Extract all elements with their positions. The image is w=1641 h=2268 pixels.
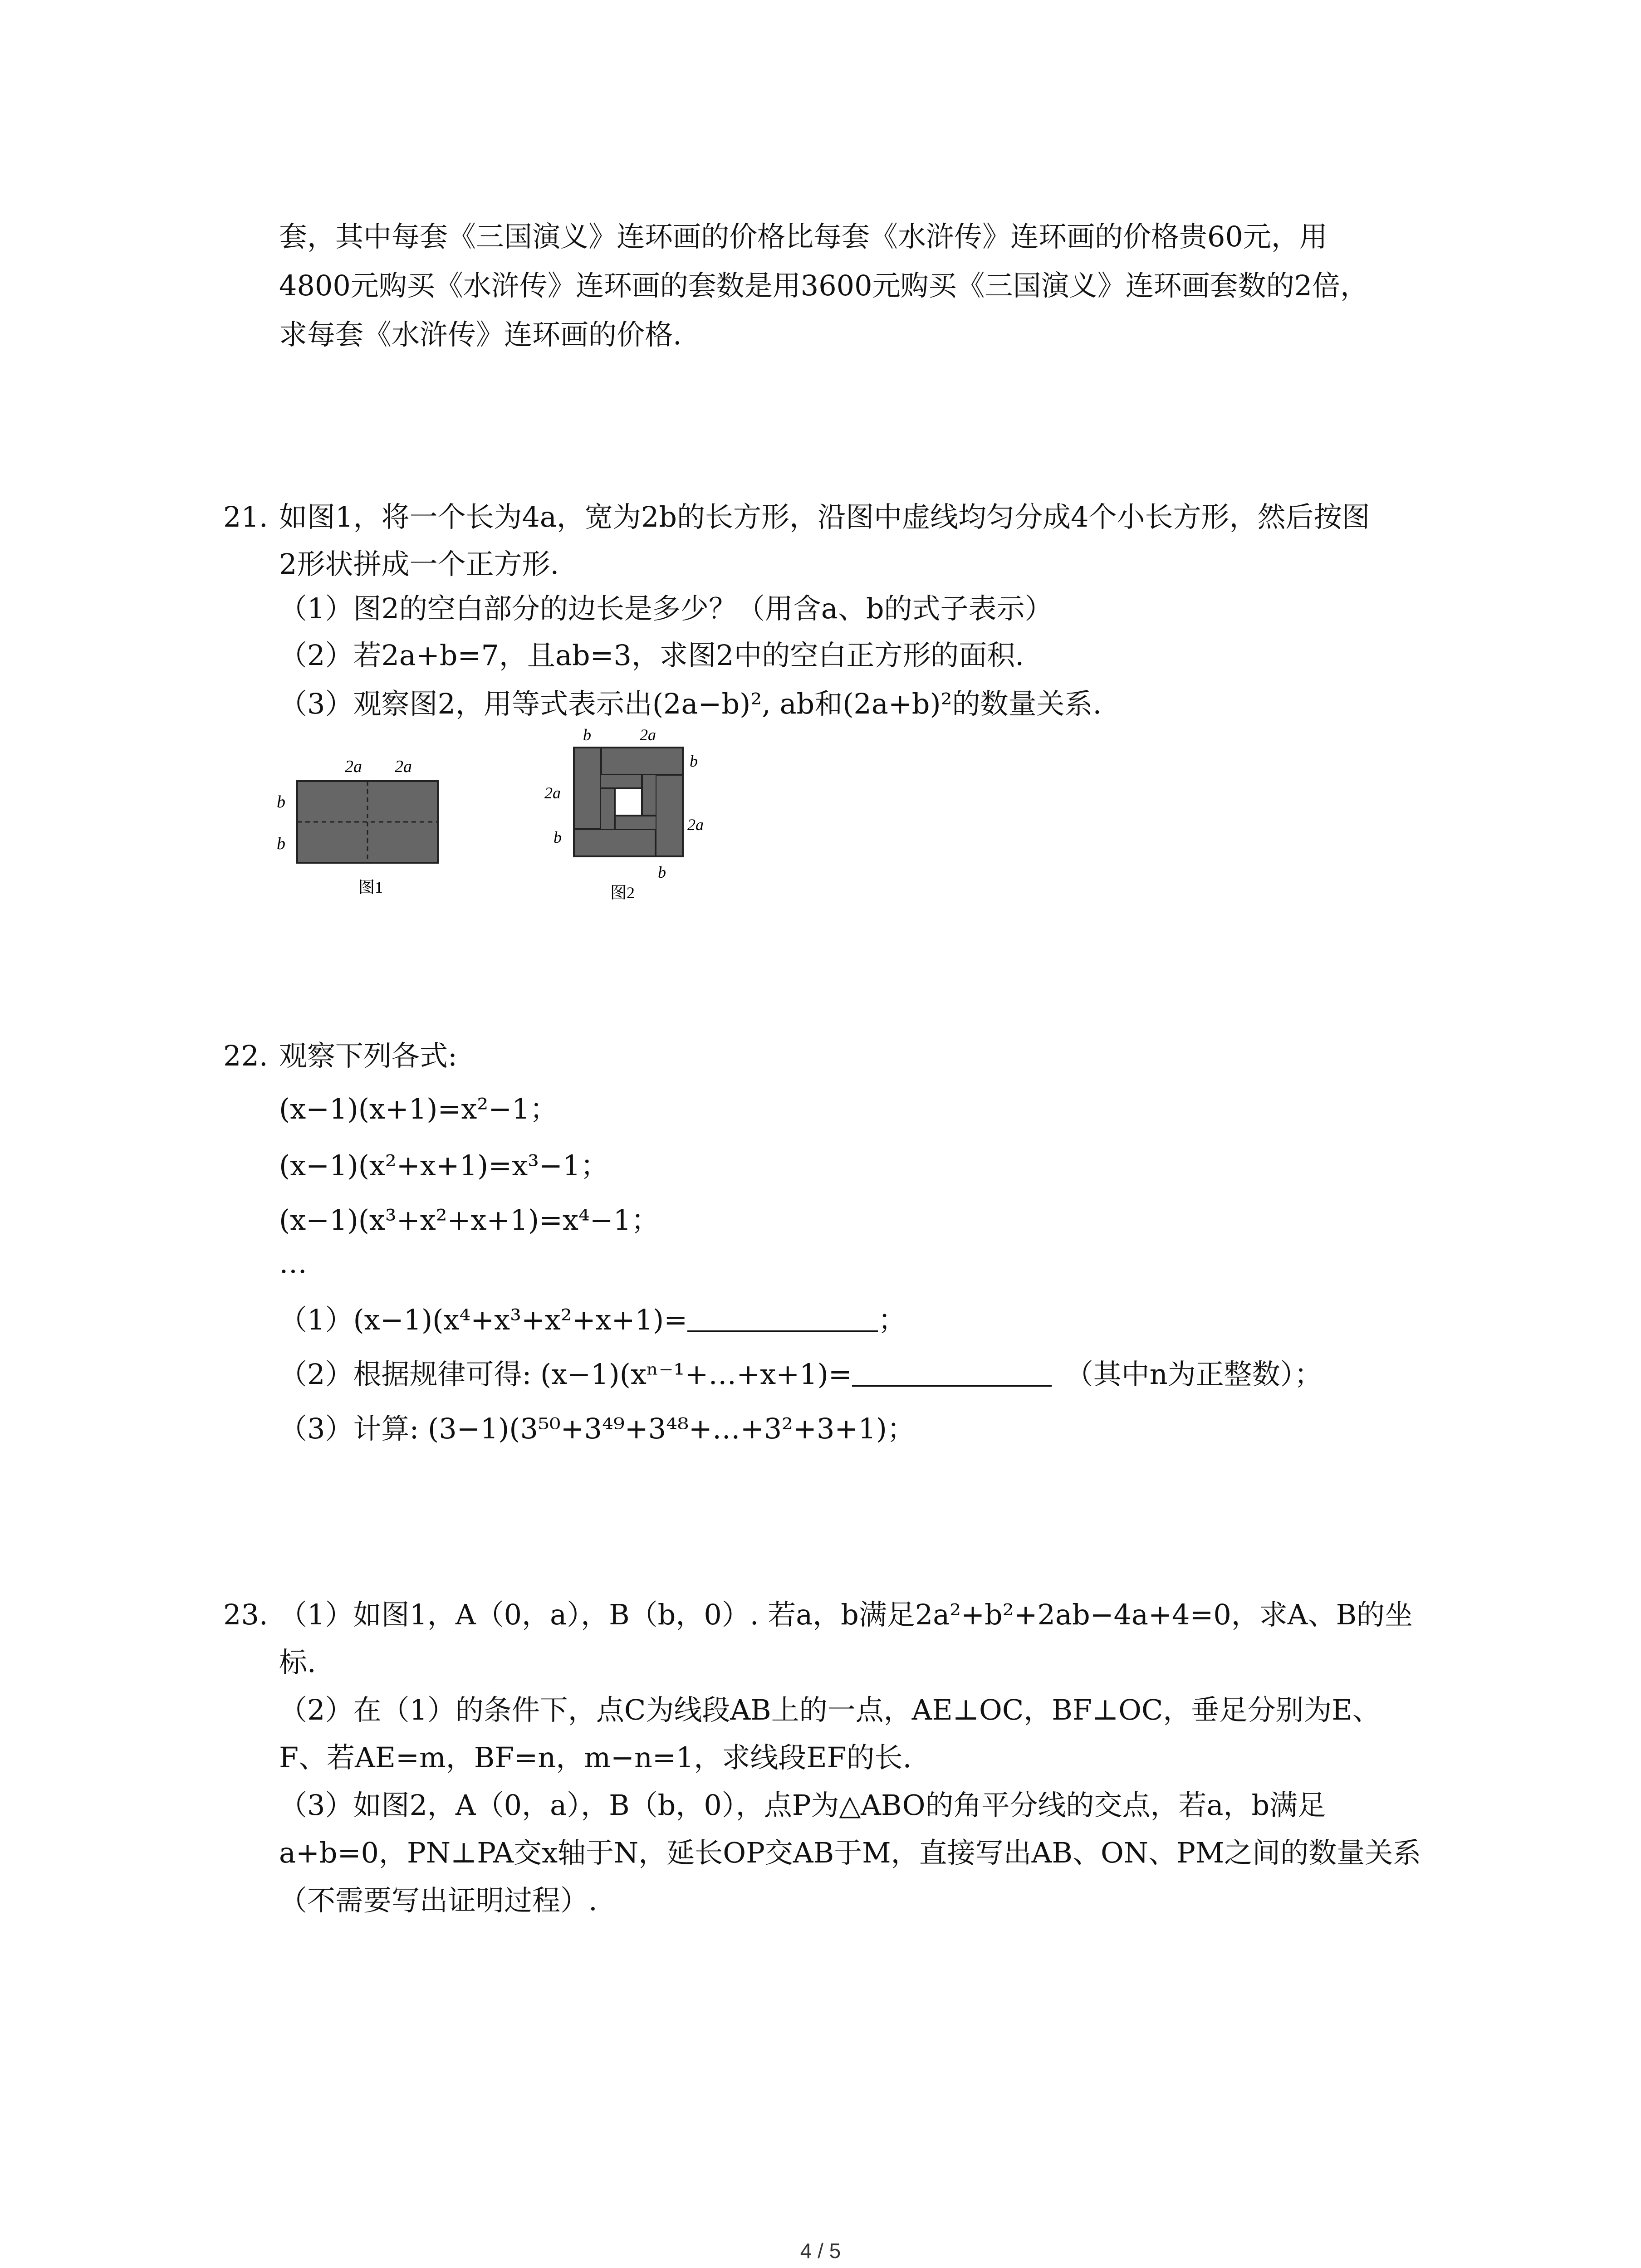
q23-line-2: 标.	[279, 1646, 316, 1679]
q22-part-2-text: （2）根据规律可得: (x−1)(xⁿ⁻¹+…+x+1)=	[279, 1358, 852, 1391]
fig2-caption: 图2	[610, 884, 635, 902]
fig2-bottom-b: b	[658, 863, 666, 881]
q22-answer-blank-2[interactable]	[852, 1358, 1052, 1387]
q22-part-2	[279, 1356, 1323, 1393]
q23-line-4: F、若AE=m，BF=n，m−n=1，求线段EF的长.	[279, 1741, 912, 1774]
fig2-top-2a: 2a	[640, 726, 656, 744]
fig2-blank-square	[615, 788, 642, 816]
q23-line-5: （3）如图2，A（0，a），B（b，0），点P为△ABO的角平分线的交点，若a，b满足	[279, 1789, 1326, 1822]
q22-part-1	[279, 1302, 906, 1338]
q22-intro: 观察下列各式:	[279, 1039, 457, 1072]
q22-part-1-text: （1）(x−1)(x⁴+x³+x²+x+1)=	[279, 1303, 688, 1336]
fig2-right-2a: 2a	[687, 816, 704, 834]
q23-line-7: （不需要写出证明过程）.	[279, 1884, 598, 1917]
q22-eq-1: (x−1)(x+1)=x²−1；	[279, 1092, 558, 1125]
q22-eq-3: (x−1)(x³+x²+x+1)=x⁴−1；	[279, 1203, 660, 1237]
q21-part-3: （3）观察图2，用等式表示出(2a−b)², ab和(2a+b)²的数量关系.	[279, 687, 1102, 720]
fig2-top-b: b	[583, 726, 591, 744]
fig1-top-label-1: 2a	[345, 757, 362, 776]
q23-number: 23.	[223, 1598, 268, 1631]
q20-line-3: 求每套《水浒传》连环画的价格.	[279, 318, 682, 351]
figure-2	[535, 721, 726, 912]
fig2-right-b: b	[690, 752, 698, 770]
q21-part-2: （2）若2a+b=7，且ab=3，求图2中的空白正方形的面积.	[279, 639, 1024, 672]
fig1-left-label-2: b	[277, 834, 285, 853]
q22-ellipsis: …	[279, 1246, 307, 1280]
q23-line-1: （1）如图1，A（0，a），B（b，0）. 若a，b满足2a²+b²+2ab−4a+4=0，求A、B的坐	[279, 1598, 1413, 1631]
fig2-left-b: b	[554, 828, 562, 846]
q22-part-1-end: ；	[878, 1303, 906, 1336]
q20-line-1: 套，其中每套《三国演义》连环画的价格比每套《水浒传》连环画的价格贵60元，用	[279, 220, 1327, 253]
fig1-caption: 图1	[358, 878, 383, 896]
q22-eq-2: (x−1)(x²+x+1)=x³−1；	[279, 1149, 609, 1182]
fig1-left-label-1: b	[277, 792, 285, 811]
q20-line-2: 4800元购买《水浒传》连环画的套数是用3600元购买《三国演义》连环画套数的2倍，	[279, 269, 1369, 302]
q21-number: 21.	[223, 500, 268, 533]
q22-answer-blank-1[interactable]	[687, 1303, 878, 1332]
q23-line-6: a+b=0，PN⊥PA交x轴于N，延长OP交AB于M，直接写出AB、ON、PM之间的数量关系	[279, 1836, 1421, 1869]
q21-part-1: （1）图2的空白部分的边长是多少？（用含a、b的式子表示）	[279, 592, 1053, 625]
q21-line-2: 2形状拼成一个正方形.	[279, 547, 559, 581]
q22-part-3: （3）计算: (3−1)(3⁵⁰+3⁴⁹+3⁴⁸+…+3²+3+1)；	[279, 1412, 915, 1445]
fig1-top-label-2: 2a	[395, 757, 412, 776]
q22-part-2-end: （其中n为正整数）；	[1065, 1358, 1323, 1391]
q21-line-1: 如图1，将一个长为4a，宽为2b的长方形，沿图中虚线均匀分成4个小长方形，然后按图	[279, 500, 1370, 533]
q22-number: 22.	[223, 1039, 268, 1072]
page-number: 4 / 5	[800, 2239, 841, 2263]
fig2-left-2a: 2a	[544, 784, 561, 802]
q23-line-3: （2）在（1）的条件下，点C为线段AB上的一点，AE⊥OC，BF⊥OC，垂足分别为E、	[279, 1693, 1381, 1726]
figure-1	[263, 748, 472, 912]
